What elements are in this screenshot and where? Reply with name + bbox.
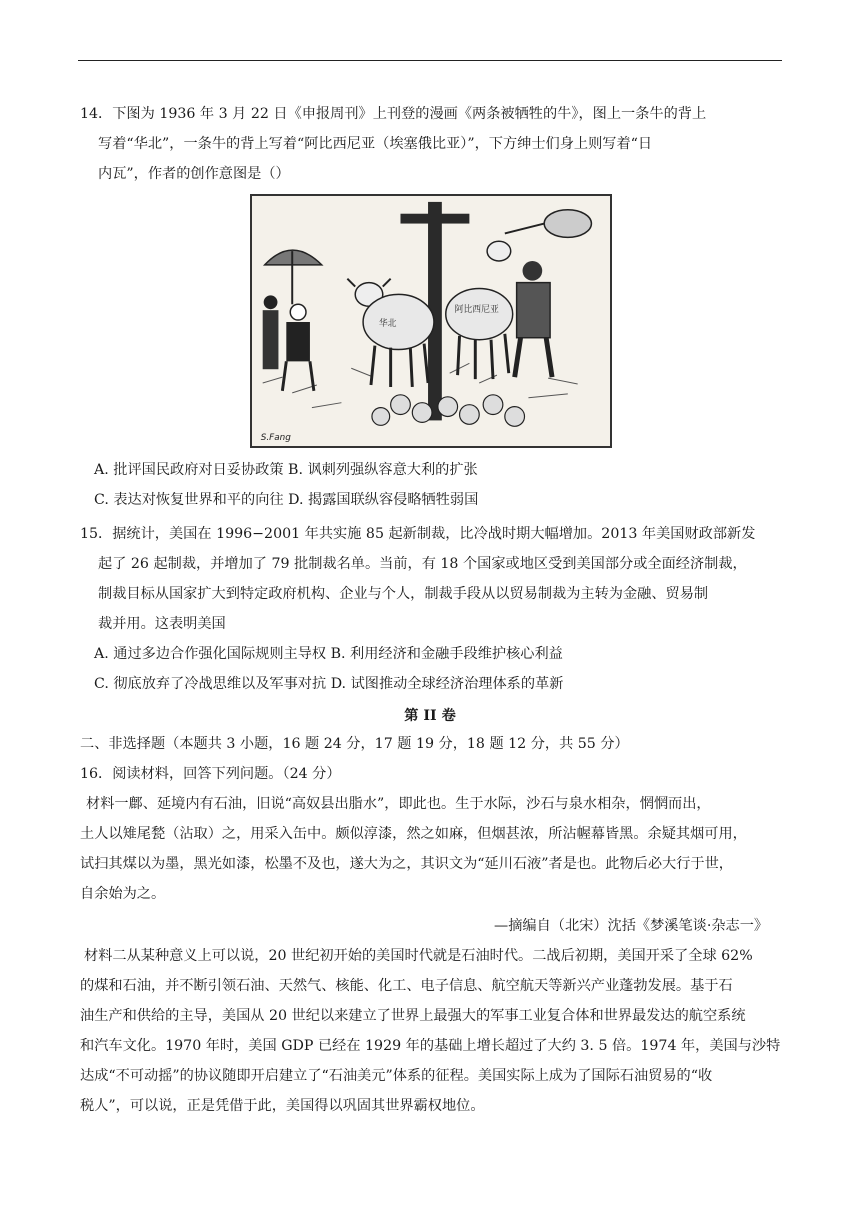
question-15-stem-line-4: 裁并用。这表明美国 — [98, 616, 226, 632]
question-15-options-ab: A. 通过多边合作强化国际规则主导权 B. 利用经济和金融手段维护核心利益 — [94, 646, 563, 662]
material-1-line-2: 土人以雉尾甃（沾取）之，用采入缶中。颇似淳漆，然之如麻，但烟甚浓，所沾幄幕皆黑。余疑其烟可用， — [80, 826, 747, 842]
cow-label-north-china: 华北 — [378, 318, 397, 329]
material-2-line-2: 的煤和石油，并不断引领石油、天然气、核能、化工、电子信息、航空航天等新兴产业蓬勃发展。基于石 — [80, 978, 733, 994]
section-subtitle: 二、非选择题（本题共 3 小题，16 题 24 分，17 题 19 分，18 题 12 分，共 55 分） — [80, 736, 629, 752]
cartoon-two-sacrificed-cows — [250, 194, 612, 448]
question-15-stem-line-1: 15．据统计，美国在 1996−2001 年共实施 85 起新制裁，比冷战时期大幅增加。2013 年美国财政部新发 — [80, 526, 756, 542]
material-2-line-4: 和汽车文化。1970 年时，美国 GDP 已经在 1929 年的基础上增长超过了大约 3. 5 倍。1974 年，美国与沙特 — [80, 1038, 781, 1054]
question-14-options-ab: A. 批评国民政府对日妥协政策 B. 讽刺列强纵容意大利的扩张 — [94, 462, 478, 478]
question-14-stem-line-2: 写着“华北”，一条牛的背上写着“阿比西尼亚（埃塞俄比亚）”，下方绅士们身上则写着“日 — [98, 136, 653, 152]
header-rule — [78, 60, 782, 61]
question-14-stem-line-1: 14．下图为 1936 年 3 月 22 日《申报周刊》上刊登的漫画《两条被牺牲的牛》，图上一条牛的背上 — [80, 106, 707, 122]
material-2-line-1: 材料二从某种意义上可以说，20 世纪初开始的美国时代就是石油时代。二战后初期，美国开采了全球 62% — [84, 948, 753, 964]
material-1-line-3: 试扫其煤以为墨，黑光如漆，松墨不及也，遂大为之，其识文为“延川石液”者是也。此物后必大行于世， — [80, 856, 733, 872]
material-2-line-5: 达成“不可动摇”的协议随即开启建立了“石油美元”体系的征程。美国实际上成为了国际石油贸易的“收 — [80, 1068, 713, 1084]
material-1-source: —摘编自（北宋）沈括《梦溪笔谈·杂志一》 — [494, 918, 769, 934]
material-1-line-4: 自余始为之。 — [80, 886, 166, 902]
material-2-line-6: 税人”，可以说，正是凭借于此，美国得以巩固其世界霸权地位。 — [80, 1098, 485, 1114]
question-15-stem-line-3: 制裁目标从国家扩大到特定政府机构、企业与个人，制裁手段从以贸易制裁为主转为金融、贸易制 — [98, 586, 709, 602]
question-14-options-cd: C. 表达对恢复世界和平的向往 D. 揭露国联纵容侵略牺牲弱国 — [94, 492, 479, 508]
section-title: 第 II 卷 — [404, 708, 456, 724]
question-15-stem-line-2: 起了 26 起制裁，并增加了 79 批制裁名单。当前，有 18 个国家或地区受到美国部分或全面经济制裁， — [98, 556, 747, 572]
cartoon-signature: S.Fang — [260, 433, 291, 444]
cow-label-abyssinia: 阿比西尼亚 — [454, 305, 499, 316]
question-14-stem-line-3: 内瓦”，作者的创作意图是（） — [98, 166, 290, 182]
material-1-line-1: 材料一鄜、延境内有石油，旧说“高奴县出脂水”，即此也。生于水际，沙石与泉水相杂，惘惘而出， — [86, 796, 711, 812]
material-2-line-3: 油生产和供给的主导，美国从 20 世纪以来建立了世界上最强大的军事工业复合体和世界最发达的航空系统 — [80, 1008, 746, 1024]
question-15-options-cd: C. 彻底放弃了冷战思维以及军事对抗 D. 试图推动全球经济治理体系的革新 — [94, 676, 564, 692]
question-16-prompt: 16．阅读材料，回答下列问题。（24 分） — [80, 766, 341, 782]
